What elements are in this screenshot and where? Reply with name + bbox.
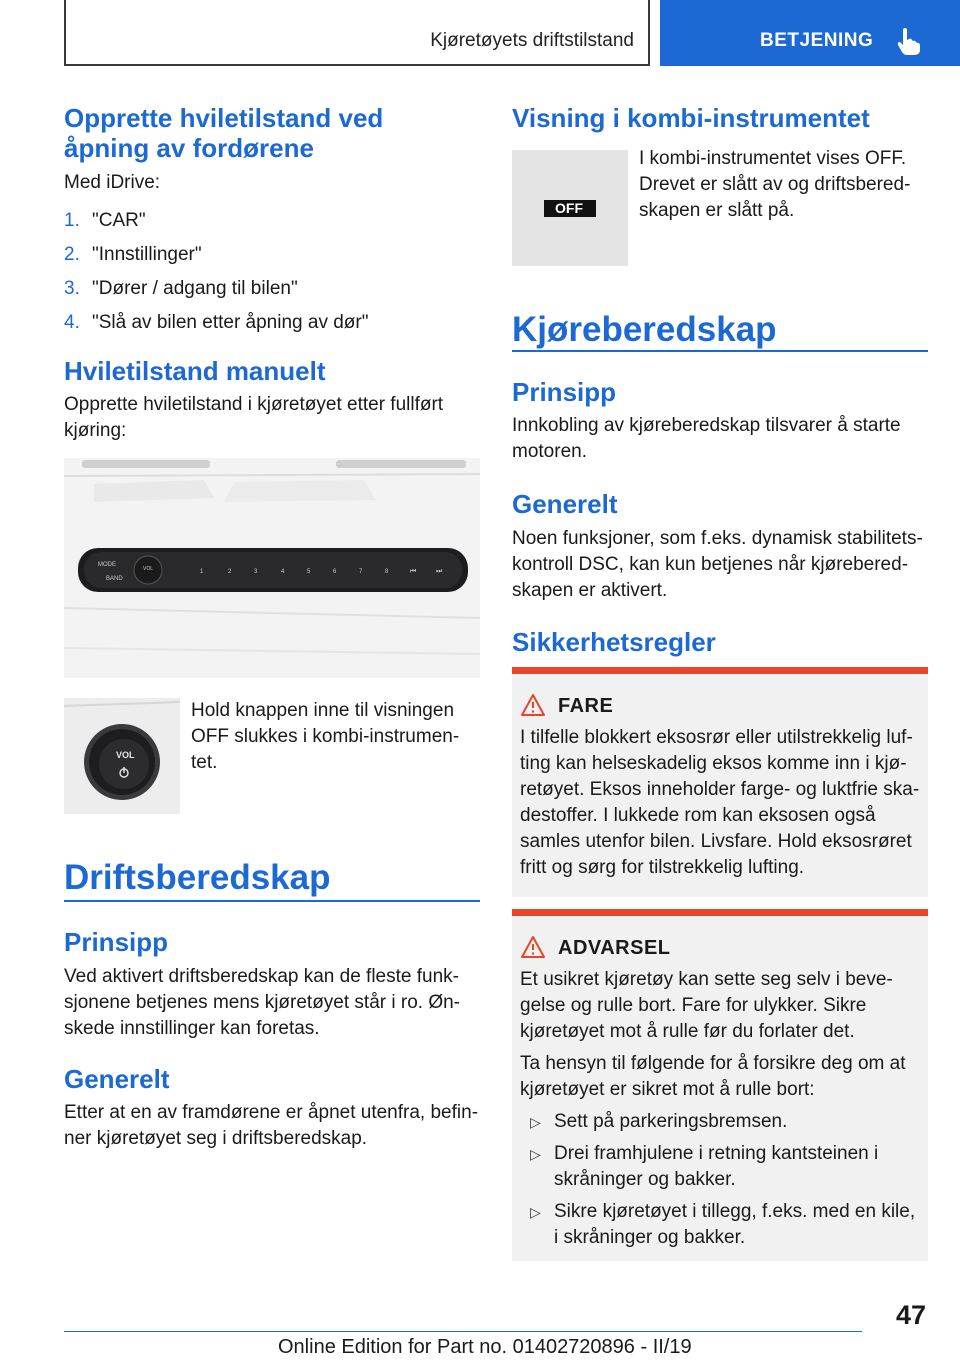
- step-item: 4. "Slå av bilen etter åpning av dør": [64, 312, 369, 333]
- warning-triangle-icon: [520, 935, 546, 959]
- danger-title: FARE: [558, 695, 614, 717]
- off-display-label: OFF: [555, 200, 583, 216]
- bullet-triangle-icon: ▷: [530, 1114, 541, 1130]
- heading-instrument-display: Visning i kombi-instrumentet: [512, 103, 870, 133]
- knob-vol-label: VOL: [116, 750, 135, 760]
- general-text-left: Etter at en av framdørene er åpnet utenfra, befinner kjøretøyet seg i driftsberedskap.: [64, 1102, 479, 1149]
- step-item: 3. "Dører / adgang til bilen": [64, 278, 298, 299]
- display-text: I kombi-instrumentet vises OFF. Drevet er slått av og driftsberedskapen er slått på.: [639, 148, 911, 221]
- bullet-triangle-icon: ▷: [530, 1204, 541, 1220]
- list-item: ▷ Drei framhjulene i retning kantsteinen i skråninger og bakker.: [530, 1143, 879, 1190]
- list-item: ▷ Sett på parkeringsbremsen.: [520, 1109, 920, 1135]
- preset-1: 1: [200, 569, 204, 575]
- list-item: ▷ Sikre kjøretøyet i tillegg, f.eks. med en kile, i skråninger og bakker.: [530, 1201, 916, 1248]
- section-tab-label: BETJENING: [760, 30, 874, 51]
- heading-rest-on-door-open: Opprette hviletilstand ved åpning av fordørene: [64, 103, 384, 163]
- warning-box: [512, 909, 928, 1261]
- step-item: 2. "Innstillinger": [64, 244, 202, 265]
- idrive-steps-list: [64, 208, 474, 344]
- footer-edition: Online Edition for Part no. 01402720896 - II/19: [278, 1336, 692, 1358]
- bullet-triangle-icon: ▷: [530, 1146, 541, 1162]
- heading-principle-left: Prinsipp: [64, 927, 169, 957]
- warning-text-2: Ta hensyn til følgende for å forsikre deg om at kjøretøyet er sikret mot å rulle bort:: [520, 1053, 906, 1100]
- warning-bar: [512, 909, 928, 916]
- with-idrive-label: Med iDrive:: [64, 172, 161, 193]
- preset-3: 3: [254, 569, 258, 575]
- principle-text-right: Innkobling av kjøreberedskap tilsvarer å starte motoren.: [512, 415, 901, 462]
- heading-rule: [512, 350, 928, 352]
- warning-bullets: [520, 1109, 920, 1257]
- volume-knob-photo: [64, 698, 180, 814]
- heading-safety-rules: Sikkerhetsregler: [512, 627, 716, 657]
- chapter-title: Kjøretøyets driftstilstand: [430, 30, 634, 51]
- heading-rest-manual: Hviletilstand manuelt: [64, 356, 326, 386]
- knob-caption: Hold knappen inne til visningen OFF slukkes i kombi-instrumentet.: [191, 700, 460, 773]
- header-chapter-box: [64, 0, 650, 66]
- preset-6: 6: [333, 569, 337, 575]
- danger-text: I tilfelle blokkert eksosrør eller utilstrekkelig lufting kan helseskadelig eksos komme inn i kjøretøyet. Eksos inneholder farge- og luktfrie skadestoffer. I lukkede rom kan eksosen også samles utenfor bilen. Livsfare. Hold eksosrøret fritt og sørg for tilstrekkelig lufting.: [520, 727, 920, 878]
- heading-principle-right: Prinsipp: [512, 377, 617, 407]
- preset-7: 7: [359, 569, 363, 575]
- section-tab[interactable]: [660, 0, 960, 66]
- preset-4: 4: [281, 569, 285, 575]
- preset-5: 5: [307, 569, 311, 575]
- preset-2: 2: [228, 569, 232, 575]
- danger-bar: [512, 667, 928, 674]
- seek-back-icon: ⏮: [410, 568, 417, 575]
- danger-box: [512, 667, 928, 897]
- warning-text-1: Et usikret kjøretøy kan sette seg selv i bevegelse og rulle bort. Fare for ulykker. Sikre kjøretøyet mot å rulle før du forlater det.: [520, 969, 893, 1042]
- heading-drive-readiness: Kjøreberedskap: [512, 310, 777, 349]
- footer-rule: [64, 1331, 862, 1332]
- seek-forward-icon: ⏭: [436, 568, 443, 575]
- heading-general-right: Generelt: [512, 489, 618, 519]
- radio-panel-photo: [64, 458, 480, 678]
- rest-manual-text: Opprette hviletilstand i kjøretøyet etter fullført kjøring:: [64, 394, 444, 441]
- radio-mode-label: MODE: [98, 562, 116, 568]
- heading-operating-readiness: Driftsberedskap: [64, 858, 331, 897]
- general-text-right: Noen funksjoner, som f.eks. dynamisk stabilitetskontroll DSC, kan kun betjenes når kjøreberedskapen er aktivert.: [512, 528, 923, 601]
- warning-title: ADVARSEL: [558, 937, 671, 959]
- page-number: 47: [895, 1300, 926, 1330]
- heading-general-left: Generelt: [64, 1064, 170, 1094]
- hand-pointer-icon: [896, 26, 922, 56]
- warning-triangle-icon: [520, 693, 546, 717]
- off-display-image: [512, 150, 628, 266]
- step-item: 1. "CAR": [64, 210, 146, 231]
- radio-band-label: BAND: [106, 576, 123, 582]
- principle-text-left: Ved aktivert driftsberedskap kan de fleste funksjonene betjenes mens kjøretøyet står i ro. Ønskede innstillinger kan foretas.: [64, 966, 460, 1039]
- radio-vol-label: VOL: [143, 566, 154, 572]
- preset-8: 8: [385, 569, 389, 575]
- heading-rule: [64, 900, 480, 902]
